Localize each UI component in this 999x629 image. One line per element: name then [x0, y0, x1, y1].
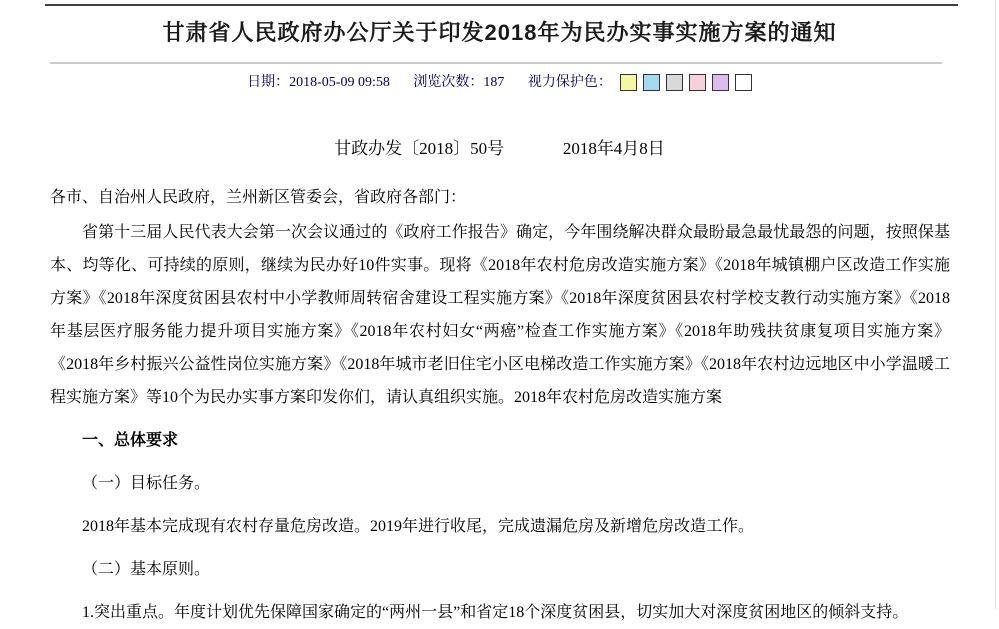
swatch-row	[614, 73, 752, 93]
document-top-rule	[45, 4, 958, 6]
view-count-value: 187	[483, 75, 505, 91]
document-body	[50, 181, 950, 629]
color-swatch-blue[interactable]	[643, 74, 660, 91]
publish-date	[247, 75, 390, 90]
meta-bar	[0, 73, 999, 93]
publish-date-value: 2018-05-09 09:58	[289, 75, 390, 91]
color-swatch-purple[interactable]	[712, 74, 729, 91]
salutation: 各市、自治州人民政府，兰州新区管委会，省政府各部门：	[50, 189, 467, 206]
subsection-heading-1: （一）目标任务。	[82, 475, 211, 492]
eye-protection	[528, 75, 752, 90]
title-divider	[50, 62, 942, 64]
section-heading-1: 一、总体要求	[82, 432, 179, 449]
page-right-edge	[995, 0, 996, 609]
document-number: 甘政办发〔2018〕50号	[334, 139, 505, 158]
view-count	[413, 75, 504, 90]
view-count-label: 浏览次数：	[413, 75, 484, 91]
principle-item-1: 1.突出重点。年度计划优先保障国家确定的“两州一县”和省定18个深度贫困县，切实加大对深度贫困地区的倾斜支持。	[82, 604, 909, 621]
publish-date-label: 日期：	[247, 75, 290, 91]
subsection-text-1: 2018年基本完成现有农村存量危房改造。2019年进行收尾，完成遗漏危房及新增危房改造工作。	[82, 518, 755, 535]
eye-protection-label: 视力保护色：	[527, 75, 612, 91]
color-swatch-pink[interactable]	[689, 74, 706, 91]
intro-paragraph: 省第十三届人民代表大会第一次会议通过的《政府工作报告》确定，今年围绕解决群众最盼最急最忧最怨的问题，按照保基本、均等化、可持续的原则，继续为民办好10件实事。现将《2018年农村危房改造实施方案》《2018年城镇棚户区改造工作实施方案》《2018年深度贫困县农村中小学教师周转宿舍建设工程实施方案》《2018年深度贫困县农村学校支教行动实施方案》《2018年基层医疗服务能力提升项目实施方案》《2018年农村妇女“两癌”检查工作实施方案》《2018年助残扶贫康复项目实施方案》《2018年乡村振兴公益性岗位实施方案》《2018年城市老旧住宅小区电梯改造工作实施方案》《2018年农村边远地区中小学温暖工程实施方案》等10个为民办实事方案印发你们，请认真组织实施。2018年农村危房改造实施方案	[50, 224, 950, 406]
color-swatch-yellow[interactable]	[620, 74, 637, 91]
page-title: 甘肃省人民政府办公厅关于印发2018年为民办实事实施方案的通知	[162, 20, 837, 45]
color-swatch-white[interactable]	[735, 74, 752, 91]
document-date: 2018年4月8日	[562, 139, 665, 158]
subsection-heading-2: （二）基本原则。	[82, 561, 211, 578]
document-number-line	[0, 137, 999, 161]
color-swatch-gray[interactable]	[666, 74, 683, 91]
